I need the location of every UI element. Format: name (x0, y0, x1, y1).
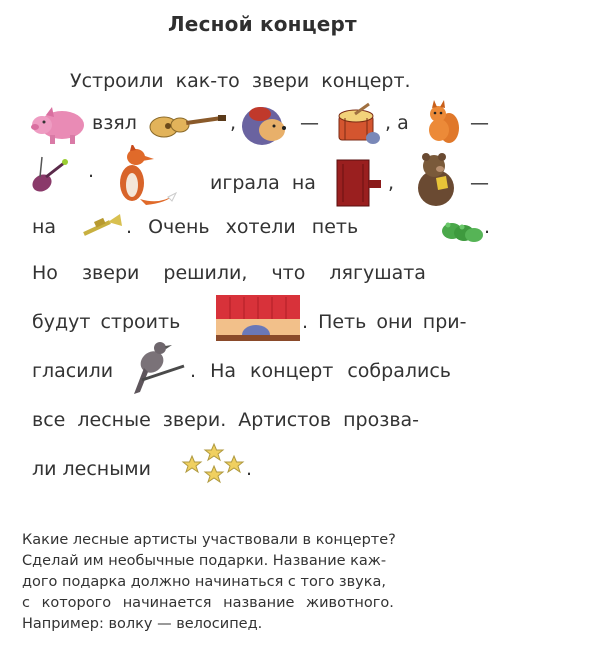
story-word: на (32, 216, 57, 238)
fox-icon (110, 145, 180, 207)
pig-icon (28, 103, 90, 145)
story-word: . Очень хотели петь (126, 216, 359, 238)
story-word: . (484, 216, 491, 238)
story-word: взял (92, 112, 137, 134)
squirrel-icon (425, 100, 461, 146)
story-word: . Петь они при- (302, 311, 467, 333)
stars-icon (178, 442, 248, 484)
story-word: . (246, 458, 253, 480)
story-word: играла на (210, 172, 316, 194)
story-word: , а (385, 112, 409, 134)
story-word: гласили (32, 360, 114, 382)
story-word: — (300, 112, 319, 134)
stage-icon (216, 295, 300, 343)
story-line-5: Но звери решили, что лягушата (32, 262, 426, 284)
story-word: , (388, 172, 395, 194)
page-title: Лесной концерт (168, 12, 357, 36)
story-word: — (470, 112, 489, 134)
story-word: . (88, 160, 95, 182)
story-word: — (470, 172, 489, 194)
story-word: , (230, 112, 237, 134)
frogs-icon (440, 215, 484, 245)
story-word: . На концерт собрались (190, 360, 451, 382)
guitar-icon (148, 110, 228, 140)
task-line: с которого начинается название животного. (22, 595, 394, 611)
story-line-1: Устроили как-то звери концерт. (70, 70, 411, 92)
story-word: будут строить (32, 311, 181, 333)
bear-icon (412, 152, 460, 208)
hedgehog-icon (240, 100, 290, 148)
trumpet-icon (80, 212, 124, 238)
task-line: Какие лесные артисты участвовали в концерте? (22, 532, 396, 548)
story-line-8: все лесные звери. Артистов прозва- (32, 409, 420, 431)
story-word: ли лесными (32, 458, 151, 480)
nightingale-icon (130, 340, 188, 396)
piano-icon (335, 158, 383, 208)
task-line: Например: волку — велосипед. (22, 616, 263, 632)
drum-icon (335, 102, 383, 146)
task-line: дого подарка должно начинаться с того звука, (22, 574, 387, 590)
violin-icon (30, 155, 70, 195)
task-text (22, 530, 492, 635)
task-line: Сделай им необычные подарки. Название каж- (22, 553, 387, 569)
